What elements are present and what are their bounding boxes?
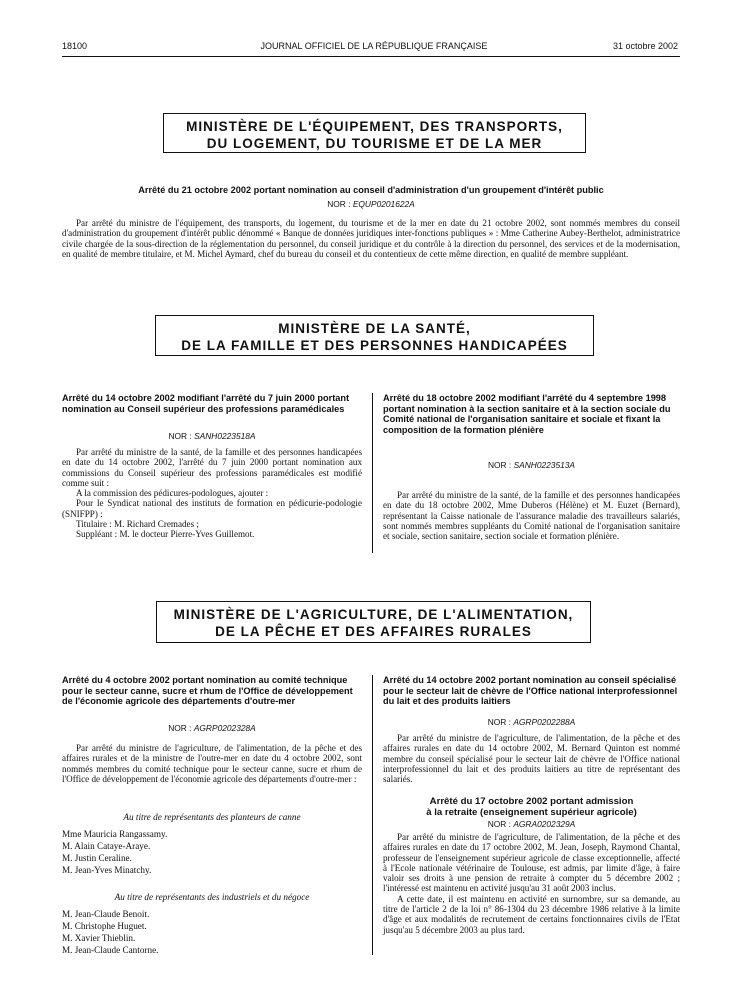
arrete-2-nor <box>62 431 362 441</box>
arrete-3-text: Par arrêté du ministre de la santé, de la famille et des personnes handicapées en date du 18 octobre 2002, Mme Duberos (Hélène) et M. Euzet (Bernard), représentant la Caisse nationale de l'assurance maladie des travailleurs salariés, sont nommés membres suppléants du Comité national de l'organisation sanitaire et sociale, section sanitaire, section sociale et formation plénière. <box>383 490 680 542</box>
arrete-6-body <box>383 832 680 935</box>
arrete-6-title-line1: Arrêté du 17 octobre 2002 portant admission <box>429 796 634 807</box>
arrete-6-nor <box>383 819 680 829</box>
nor-code: AGRA0202329A <box>513 819 576 829</box>
nor-label: NOR : <box>487 717 511 727</box>
arrete-1-text: Par arrêté du ministre de l'équipement, des transports, du logement, du tourisme et de la mer en date du 21 octobre 2002, sont nommés membres du conseil d'administration du groupement d'intérêt public dénommé « Banque de données juridiques inter-fonctions publiques » : Mme Catherine Aubey-Berthelot, administratrice civile chargée de la sous-direction de la réglementation du personnel, du conseil juridique et du contrôle à la direction du personnel, des services et de la modernisation, en qualité de membre titulaire, et M. Michel Aymard, chef du bureau du conseil et du contentieux de cette même direction, en qualité de membre suppléant. <box>62 218 680 259</box>
nor-code: AGRP0202288A <box>513 717 576 727</box>
member-name: Mme Mauricia Rangassamy. <box>62 829 168 839</box>
group-2-list <box>62 908 362 956</box>
member-name: M. Christophe Huguet. <box>62 921 147 931</box>
nor-label: NOR : <box>168 723 192 733</box>
nor-code: SANH0223518A <box>194 431 256 441</box>
arrete-5-body <box>383 733 680 784</box>
column-divider <box>372 393 373 553</box>
ministry-sante-line2: DE LA FAMILLE ET DES PERSONNES HANDICAPÉES <box>181 338 568 353</box>
member-name: M. Justin Ceraline. <box>62 853 132 863</box>
arrete-6-p1: Par arrêté du ministre de l'agriculture, de l'alimentation, de la pêche et des affaires rurales en date du 17 octobre 2002, M. Jean, Joseph, Raymond Chantal, professeur de l'enseignement supérieur agricole de classe exceptionnelle, affecté à l'Ecole nationale vétérinaire de Toulouse, est admis, par limite d'âge, à faire valoir ses droits à une pension de retraite à compter du 5 décembre 2002 ; l'intéressé est maintenu en activité jusqu'au 31 août 2003 inclus. <box>383 832 680 894</box>
arrete-3-title: Arrêté du 18 octobre 2002 modifiant l'arrêté du 4 septembre 1998 portant nomination à la section sanitaire et à la section sociale du Comité national de l'organisation sanitaire et sociale et fixant la composition de la formation plénière <box>383 393 671 435</box>
ministry-equipement-line2: DU LOGEMENT, DU TOURISME ET DE LA MER <box>206 136 543 151</box>
page-number: 18100 <box>62 41 88 51</box>
member-name: M. Alain Cataye-Araye. <box>62 841 151 851</box>
ministry-agriculture-box <box>156 601 591 643</box>
arrete-2-p1: Par arrêté du ministre de la santé, de la famille et des personnes handicapées en date du 14 octobre 2002, l'arrêté du 7 juin 2000 portant nomination aux commissions du Conseil supérieur des professions paramédicales est modifié comme suit : <box>62 447 362 488</box>
arrete-2-p5: Suppléant : M. le docteur Pierre-Yves Guillemot. <box>76 529 255 540</box>
nor-label: NOR : <box>487 819 511 829</box>
issue-date: 31 octobre 2002 <box>612 41 678 51</box>
arrete-4-body <box>62 743 362 784</box>
arrete-2-p4: Titulaire : M. Richard Cremades ; <box>76 519 199 530</box>
arrete-2-p3: Pour le Syndicat national des instituts de formation en pédicurie-podologie (SNIFPP) : <box>62 498 362 519</box>
group-2-heading: Au titre de représentants des industriels et du négoce <box>114 892 310 902</box>
arrete-5-nor <box>383 717 680 727</box>
arrete-4-title: Arrêté du 4 octobre 2002 portant nomination au comité technique pour le secteur canne, sucre et rhum de l'Office de développement de l'économie agricole des départements d'outre-mer <box>62 675 353 706</box>
arrete-5-title: Arrêté du 14 octobre 2002 portant nomination au conseil spécialisé pour le secteur lait de chèvre de l'Office national interprofessionnel du lait et des produits laitiers <box>383 675 678 706</box>
ministry-agriculture-line2: DE LA PÊCHE ET DES AFFAIRES RURALES <box>215 624 532 639</box>
arrete-4-text: Par arrêté du ministre de l'agriculture, de l'alimentation, de la pêche et des affaires rurales et de la ministre de l'outre-mer en date du 4 octobre 2002, sont nommés membres du comité technique pour le secteur canne, sucre et rhum de l'Office de développement de l'économie agricole des départements d'outre-mer : <box>62 743 362 784</box>
nor-label: NOR : <box>487 460 512 470</box>
member-name: M. Xavier Thieblin. <box>62 933 136 943</box>
group-1-heading: Au titre de représentants des planteurs de canne <box>123 812 301 822</box>
arrete-2-title: Arrêté du 14 octobre 2002 modifiant l'arrêté du 7 juin 2000 portant nomination au Conseil supérieur des professions paramédicales <box>62 393 350 414</box>
member-name: M. Jean-Yves Minatchy. <box>62 865 152 875</box>
nor-code: SANH0223513A <box>513 460 576 470</box>
nor-label: NOR : <box>168 431 192 441</box>
group-1-list <box>62 828 362 876</box>
nor-label: NOR : <box>327 199 351 209</box>
member-name: M. Jean-Claude Benoit. <box>62 909 150 919</box>
arrete-2-p2: A la commission des pédicures-podologues, ajouter : <box>76 488 269 499</box>
journal-title: JOURNAL OFFICIEL DE LA RÉPUBLIQUE FRANÇAISE <box>260 41 488 51</box>
arrete-3-body <box>383 490 680 541</box>
header-rule <box>62 56 680 57</box>
arrete-4-nor <box>62 723 362 733</box>
ministry-sante-box <box>155 315 594 356</box>
column-divider <box>372 675 373 955</box>
arrete-6-title <box>383 797 680 818</box>
ministry-equipement-line1: MINISTÈRE DE L'ÉQUIPEMENT, DES TRANSPORTS, <box>186 119 563 134</box>
member-name: M. Jean-Claude Cantorne. <box>62 945 159 955</box>
arrete-2-body <box>62 447 362 540</box>
arrete-1-title: Arrêté du 21 octobre 2002 portant nomination au conseil d'administration d'un groupement d'intérêt public <box>138 185 604 195</box>
arrete-5-text: Par arrêté du ministre de l'agriculture, de l'alimentation, de la pêche et des affaires rurales en date du 14 octobre 2002, M. Bernard Quinton est nommé membre du conseil spécialisé pour le secteur lait de chèvre de l'Office national interprofessionnel du lait et des produits laitiers au titre de représentant des salariés. <box>383 733 680 785</box>
ministry-sante-line1: MINISTÈRE DE LA SANTÉ, <box>278 321 471 336</box>
ministry-agriculture-line1: MINISTÈRE DE L'AGRICULTURE, DE L'ALIMENTATION, <box>173 607 574 622</box>
arrete-1-nor <box>62 199 680 209</box>
arrete-6-title-line2: à la retraite (enseignement supérieur agricole) <box>426 806 637 818</box>
nor-code: EQUP0201622A <box>352 199 415 209</box>
arrete-3-nor <box>383 460 680 470</box>
arrete-1-body <box>62 218 680 259</box>
nor-code: AGRP0202328A <box>193 723 256 733</box>
arrete-6-p2: A cette date, il est maintenu en activité en surnombre, sur sa demande, au titre de l'article 2 de la loi n° 86-1304 du 23 décembre 1986 relative à la limite d'âge et aux modalités de recrutement de certains fonctionnaires civils de l'Etat jusqu'au 5 décembre 2003 au plus tard. <box>383 893 680 935</box>
ministry-equipement-box <box>163 113 586 153</box>
